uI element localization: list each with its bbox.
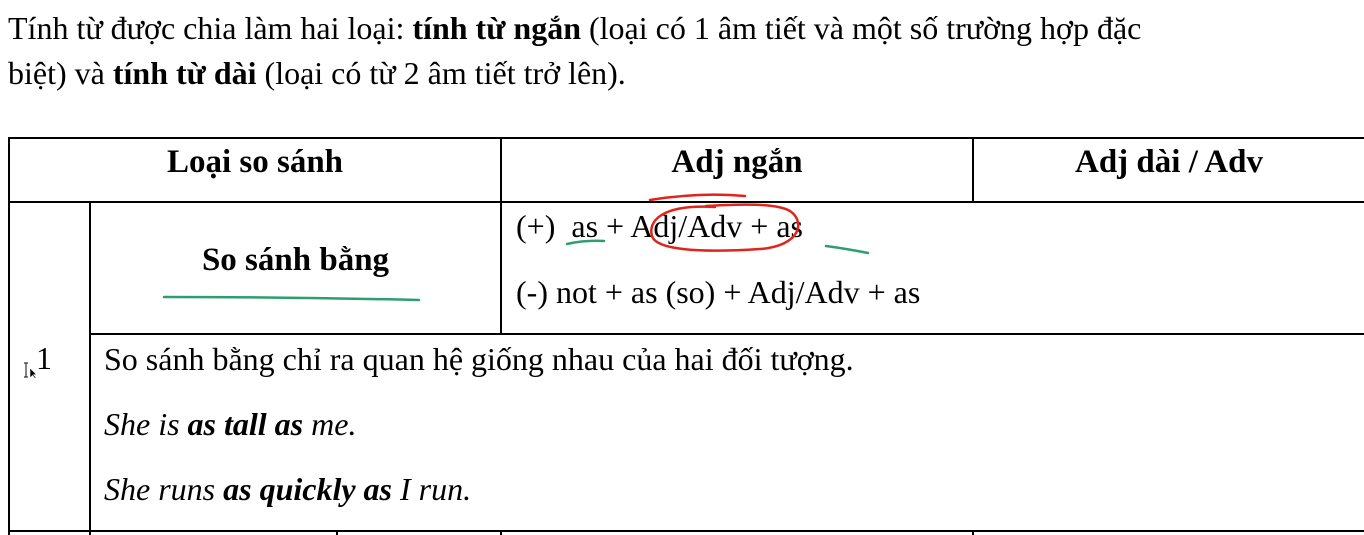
intro-text: biệt) và <box>8 55 113 91</box>
example-highlight: as quickly as <box>223 471 392 507</box>
intro-paragraph <box>8 6 1364 96</box>
formula-plus: + <box>598 208 631 244</box>
intro-line-1 <box>8 6 1364 51</box>
table-border-bottom-tick-3 <box>972 530 974 535</box>
intro-line-2 <box>8 51 1364 96</box>
table-border-bottom-tick-2 <box>500 530 502 535</box>
example-highlight: as tall as <box>187 406 304 442</box>
long-adjective-term: tính từ dài <box>112 55 257 91</box>
example-text: She runs <box>104 471 224 507</box>
table-border-top <box>8 137 1364 139</box>
header-short-adjective: Adj ngắn <box>671 144 803 180</box>
example-sentence-2 <box>104 469 471 509</box>
table-border-row-bottom <box>8 530 1364 532</box>
green-underline-stroke <box>164 297 419 300</box>
green-underline-stroke <box>826 246 868 253</box>
example-sentence-1 <box>104 404 356 444</box>
header-comparison-type: Loại so sánh <box>166 144 344 180</box>
example-text: She is <box>104 406 188 442</box>
intro-text: (loại có 1 âm tiết và một số trường hợp đặc <box>580 10 1142 46</box>
formula-adj-adv: Adj/Adv <box>630 208 743 244</box>
intro-text: (loại có từ 2 âm tiết trở lên). <box>256 55 626 91</box>
table-border-left <box>8 137 10 535</box>
intro-text: Tính từ được chia làm hai loại: <box>8 10 413 46</box>
table-border-bottom-tick-1 <box>336 530 338 535</box>
header-long-adjective-adverb: Adj dài / Adv <box>1075 144 1263 180</box>
text-cursor-icon <box>22 362 38 380</box>
example-text: I run. <box>392 471 472 507</box>
red-underline-stroke <box>650 195 745 200</box>
short-adjective-term: tính từ ngắn <box>412 10 581 46</box>
comparison-name-equal: So sánh bằng <box>201 242 390 278</box>
negative-formula: (-) not + as (so) + Adj/Adv + as <box>516 274 921 310</box>
formula-as-word: as <box>776 208 803 244</box>
positive-formula <box>516 206 803 246</box>
row-number: 1 <box>36 340 52 376</box>
example-text: me. <box>303 406 357 442</box>
formula-as-word: as <box>571 208 599 244</box>
positive-sign: (+) <box>516 208 556 244</box>
table-border-formula-bottom <box>89 333 1364 335</box>
table-border-header-bottom <box>8 201 1364 203</box>
formula-plus: + <box>742 208 777 244</box>
equal-comparison-description: So sánh bằng chỉ ra quan hệ giống nhau của hai đối tượng. <box>104 341 854 377</box>
